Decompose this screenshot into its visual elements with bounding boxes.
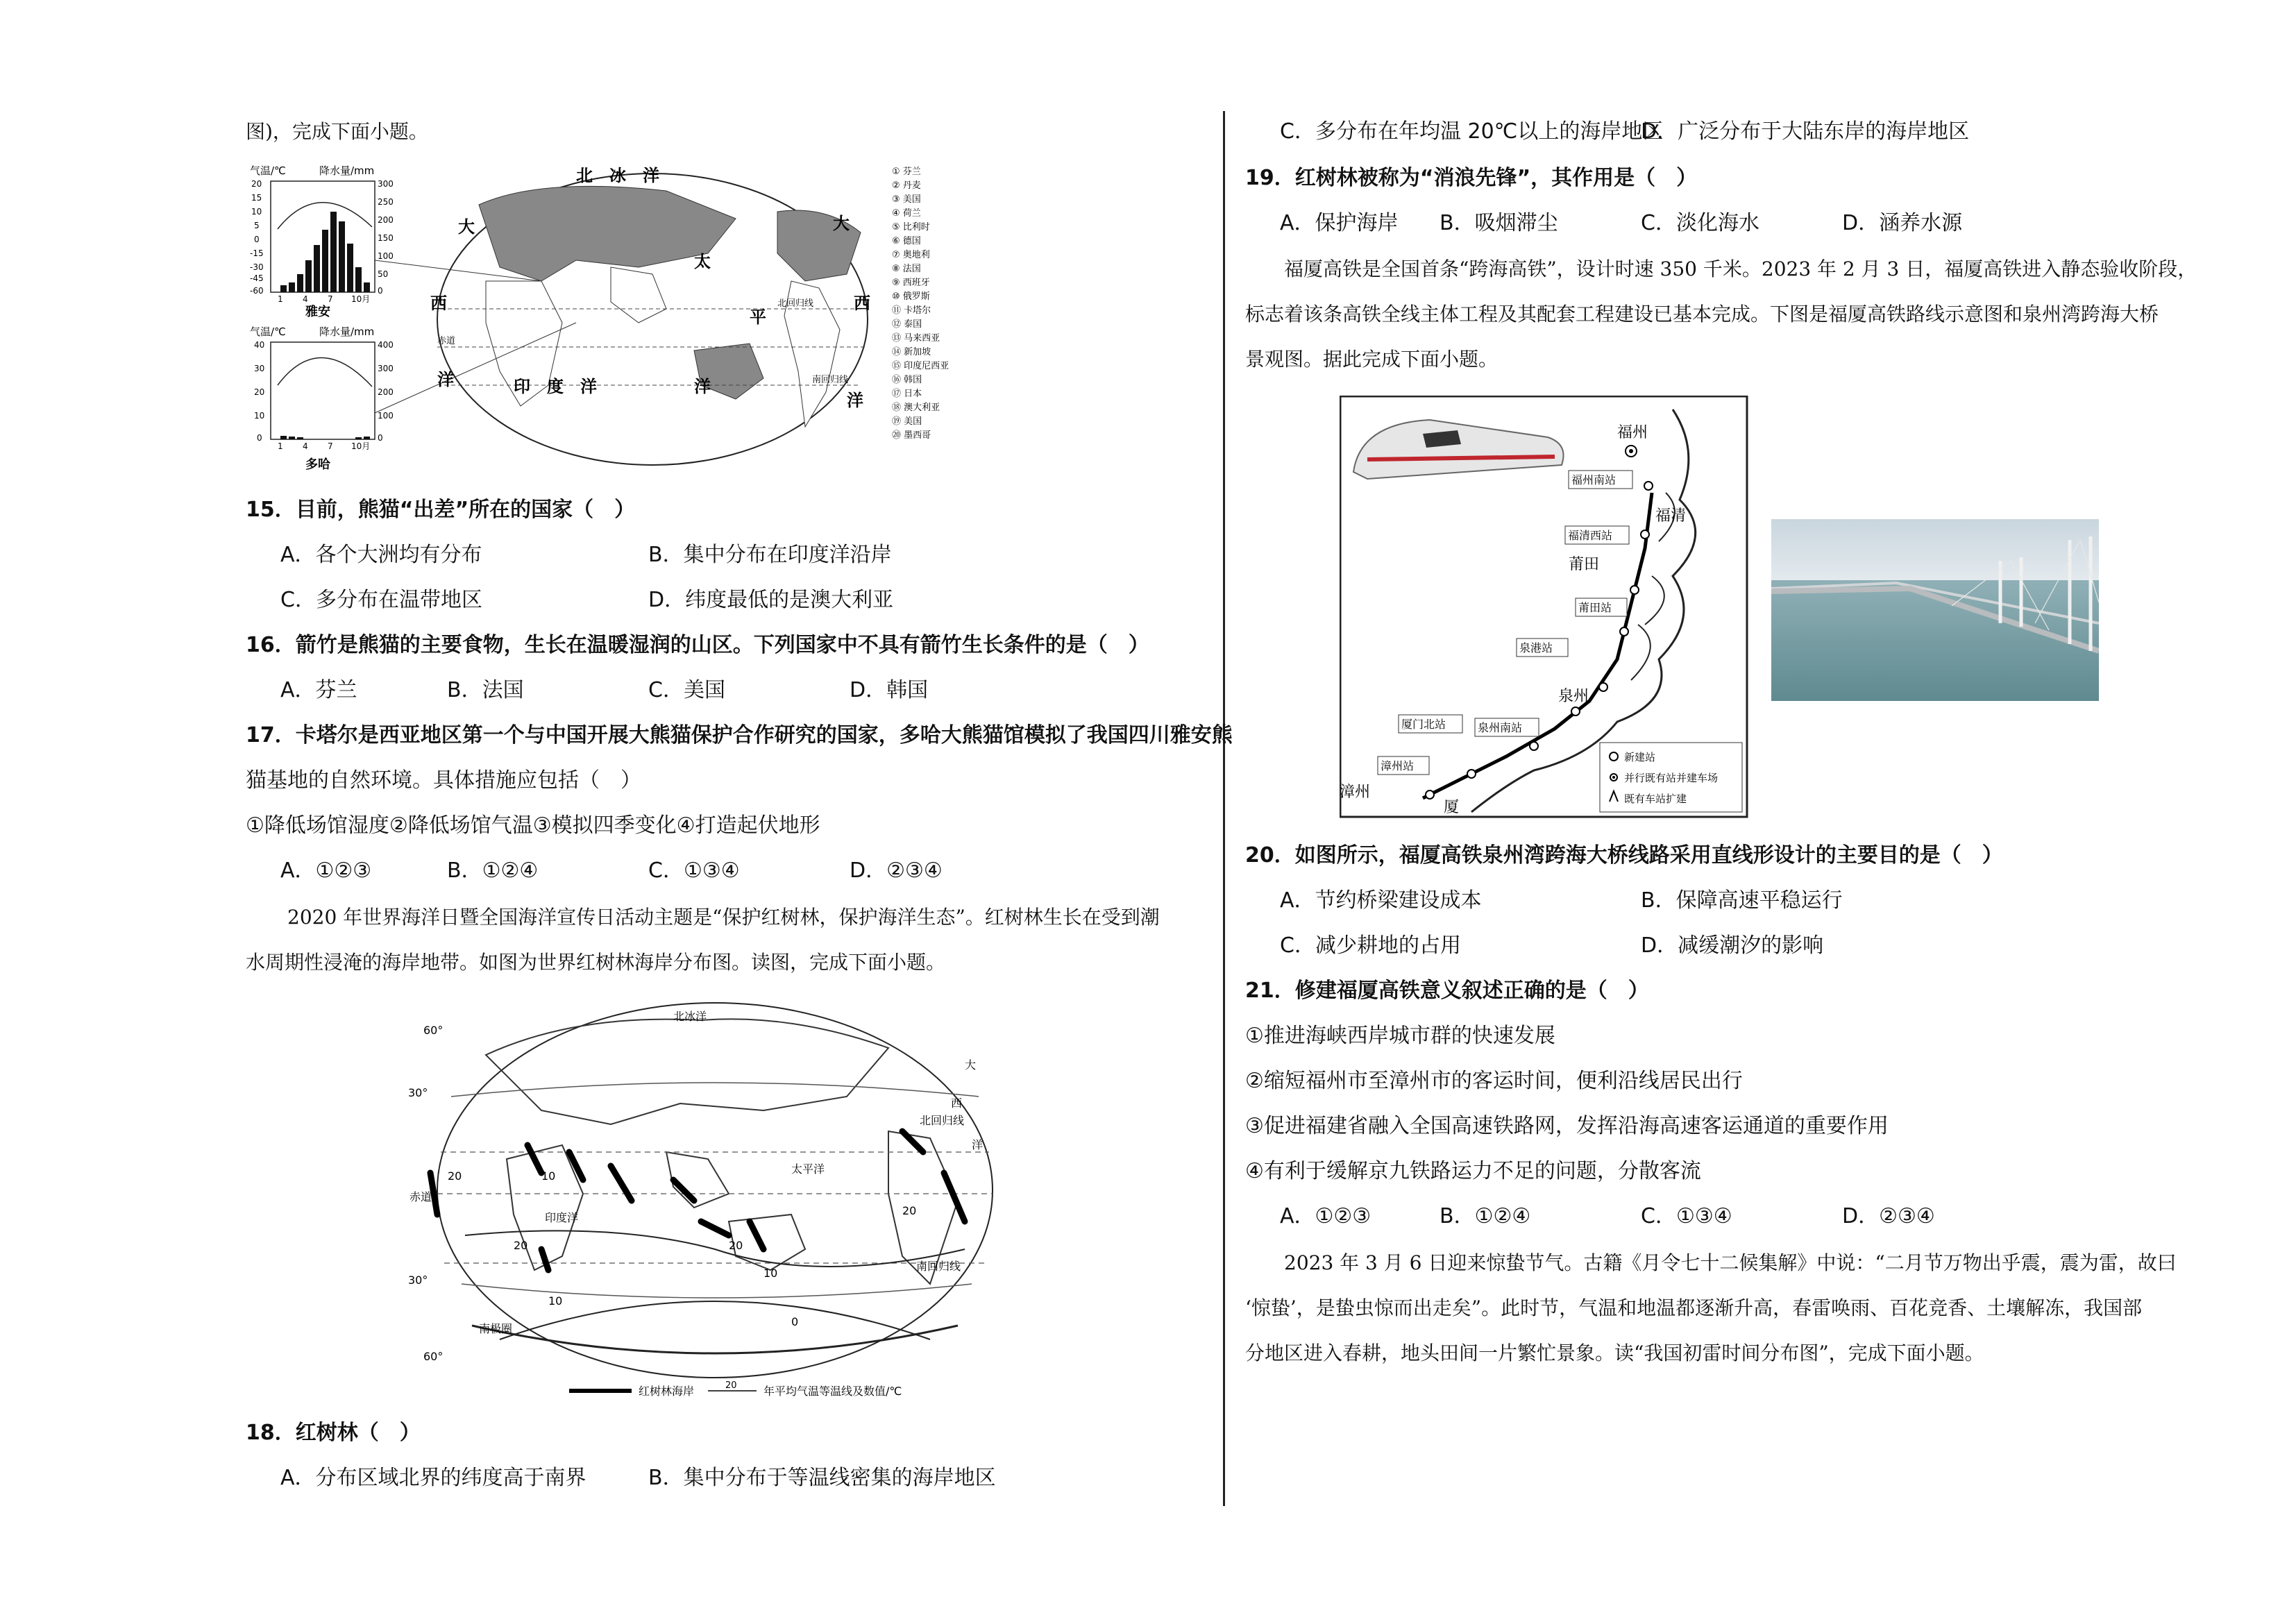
q16-option-a[interactable]: A．芬兰 (280, 678, 357, 702)
tick: 30 (254, 364, 265, 373)
lat-30n: 30° (408, 1086, 428, 1099)
q19-stem: 19．红树林被称为“消浪先锋”，其作用是（ ） (1245, 166, 1698, 190)
station-fuzhou-south: 福州南站 (1571, 473, 1617, 487)
tick: 100 (378, 251, 394, 261)
month-tick: 4 (303, 441, 308, 451)
column-divider (1223, 111, 1225, 1506)
tick: 40 (254, 340, 265, 350)
map-label: 太 (694, 252, 711, 271)
month-tick: 4 (303, 294, 308, 304)
city-xia: 厦 (1444, 799, 1460, 816)
isotherm-label: 0 (791, 1315, 799, 1328)
map-label: 平 (750, 307, 766, 327)
lat-30s: 30° (408, 1274, 428, 1287)
q17-option-d[interactable]: D．②③④ (850, 858, 943, 883)
panda-map-figure (250, 163, 986, 482)
tick: 400 (378, 340, 394, 350)
q15-option-a[interactable]: A．各个大洲均有分布 (280, 543, 482, 567)
city-fuqing: 福清 (1655, 507, 1687, 525)
q16-stem: 16．箭竹是熊猫的主要食物，生长在温暖湿润的山区。下列国家中不具有箭竹生长条件的是（ ） (246, 633, 1149, 657)
map-label-tropic-n: 北回归线 (777, 298, 814, 309)
q18-option-a[interactable]: A．分布区域北界的纬度高于南界 (280, 1466, 586, 1490)
isotherm-label: 10 (548, 1294, 563, 1308)
legend-item: ⑤ 比利时 (892, 222, 930, 232)
q21-stem: 21．修建福厦高铁意义叙述正确的是（ ） (1245, 979, 1649, 1003)
tick: 20 (254, 387, 265, 397)
q15-option-d[interactable]: D．纬度最低的是澳大利亚 (648, 588, 894, 612)
month-tick: 1 (278, 441, 283, 451)
panda-country-legend (892, 167, 949, 441)
legend-item: ⑧ 法国 (892, 264, 921, 274)
tick: 20 (251, 179, 262, 189)
legend-item: ⑯ 韩国 (892, 375, 922, 385)
q20-option-d[interactable]: D．减缓潮汐的影响 (1641, 933, 1824, 958)
isotherm-label: 10 (763, 1267, 778, 1280)
map-label: 西 (854, 294, 870, 313)
panda-map-svg (250, 163, 986, 482)
tick: -45 (250, 273, 264, 283)
q15-option-c[interactable]: C．多分布在温带地区 (280, 588, 482, 612)
station-fuqing-west: 福清西站 (1568, 529, 1613, 542)
place-doha: 多哈 (305, 457, 330, 472)
q16-option-b[interactable]: B．法国 (447, 678, 524, 702)
q16-option-d[interactable]: D．韩国 (850, 678, 929, 702)
tick: 100 (378, 411, 394, 421)
legend-item: ⑦ 奥地利 (892, 250, 930, 260)
legend-item: ⑩ 俄罗斯 (892, 291, 930, 302)
isotherm-label: 20 (514, 1239, 528, 1252)
map-label-indian: 印度洋 (545, 1211, 579, 1224)
map-label-indian: 印 度 洋 (514, 377, 597, 396)
map-label: 大 (458, 217, 475, 237)
isotherm-label: 20 (902, 1204, 917, 1217)
railway-passage-line1: 福厦高铁是全国首条“跨海高铁”，设计时速 350 千米。2023 年 2 月 3 日，福厦高铁进入静态验收阶段， (1284, 257, 2197, 280)
legend-item: ⑪ 卡塔尔 (892, 305, 931, 316)
q17-items: ①降低场馆湿度②降低场馆气温③模拟四季变化④打造起伏地形 (246, 813, 820, 838)
legend-item: ① 芬兰 (892, 167, 921, 177)
q19-option-a[interactable]: A．保护海岸 (1280, 211, 1399, 235)
map-label-equator: 赤道 (437, 336, 456, 346)
q21-item-3: ③促进福建省融入全国高速铁路网，发挥沿海高速客运通道的重要作用 (1245, 1114, 1889, 1138)
legend-item: ⑱ 澳大利亚 (892, 403, 940, 413)
legend-shared-station: 并行既有站并建车场 (1624, 772, 1719, 784)
railway-legend (1600, 743, 1742, 812)
map-label-arctic: 北冰洋 (673, 1010, 707, 1023)
bridge-photo-svg (1771, 519, 2099, 701)
map-label: 洋 (847, 391, 863, 410)
tick: 200 (378, 387, 394, 397)
legend-item: ⑭ 新加坡 (892, 347, 931, 357)
q15-option-b[interactable]: B．集中分布在印度洋沿岸 (648, 543, 892, 567)
climate-chart-doha (250, 325, 394, 472)
jingzhe-passage-line2: ‘惊蛰’，是蛰虫惊而出走矣”。此时节，气温和地温都逐渐升高，春雷唤雨、百花竞香、土壤解冻，我国部 (1245, 1296, 2143, 1319)
tick: 300 (378, 179, 394, 189)
isotherm-label: 10 (541, 1169, 556, 1183)
city-zhangzhou: 漳州 (1340, 784, 1371, 801)
tick: 10 (254, 411, 265, 421)
legend-item: ⑳ 墨西哥 (892, 430, 931, 441)
map-label: 大 (965, 1058, 977, 1072)
intro-tail: 图)，完成下面小题。 (246, 120, 428, 143)
map-label: 洋 (437, 370, 454, 389)
legend-item: ⑨ 西班牙 (892, 278, 930, 288)
q21-option-c[interactable]: C．①③④ (1641, 1204, 1732, 1228)
q20-option-a[interactable]: A．节约桥梁建设成本 (1280, 888, 1482, 913)
q21-item-1: ①推进海峡西岸城市群的快速发展 (1245, 1024, 1555, 1048)
tick: 0 (257, 433, 262, 443)
q19-option-d[interactable]: D．涵养水源 (1842, 211, 1963, 235)
q20-stem: 20．如图所示，福厦高铁泉州湾跨海大桥线路采用直线形设计的主要目的是（ ） (1245, 843, 2003, 868)
q16-option-c[interactable]: C．美国 (648, 678, 725, 702)
railway-passage-line2: 标志着该条高铁全线主体工程及其配套工程建设已基本完成。下图是福厦高铁路线示意图和泉州湾跨海大桥 (1245, 303, 2159, 325)
tick: 0 (254, 235, 260, 244)
map-label-antarctic: 南极圈 (479, 1322, 513, 1335)
legend-new-station: 新建站 (1624, 751, 1656, 763)
legend-item: ⑬ 马来西亚 (892, 333, 940, 344)
map-label-tropic-n: 北回归线 (920, 1114, 965, 1127)
q21-item-4: ④有利于缓解京九铁路运力不足的问题，分散客流 (1245, 1159, 1701, 1183)
lat-60s: 60° (423, 1350, 444, 1363)
q17-option-b[interactable]: B．①②④ (447, 858, 539, 883)
q19-option-c[interactable]: C．淡化海水 (1641, 211, 1759, 235)
q15-stem: 15．目前，熊猫“出差”所在的国家（ ） (246, 498, 636, 522)
month-tick: 1 (278, 294, 283, 304)
jingzhe-passage-line3: 分地区进入春耕，地头田间一片繁忙景象。读“我国初雷时间分布图”，完成下面小题。 (1245, 1342, 1984, 1364)
tick: -30 (250, 262, 264, 272)
tick: 50 (378, 269, 389, 279)
map-label-tropic-s: 南回归线 (812, 375, 849, 385)
precip-axis-label: 降水量/mm (319, 325, 375, 338)
place-yaan: 雅安 (305, 305, 330, 319)
jingzhe-passage-line1: 2023 年 3 月 6 日迎来惊蛰节气。古籍《月令七十二候集解》中说：“二月节万物出乎震，震为雷，故曰 (1284, 1251, 2177, 1274)
legend-item: ⑥ 德国 (892, 236, 921, 246)
temp-axis-label: 气温/℃ (250, 164, 286, 177)
legend-iso-sample: 20 (725, 1380, 737, 1391)
legend-isotherm: 年平均气温等温线及数值/℃ (763, 1385, 902, 1398)
legend-item: ⑮ 印度尼西亚 (892, 361, 949, 371)
q18-option-b[interactable]: B．集中分布于等温线密集的海岸地区 (648, 1466, 996, 1490)
legend-item: ⑰ 日本 (892, 389, 922, 399)
legend-item: ② 丹麦 (892, 180, 921, 191)
isotherm-label: 20 (729, 1239, 743, 1252)
station-xiamen-north: 厦门北站 (1401, 718, 1446, 731)
tick: -60 (250, 286, 264, 296)
city-putian: 莆田 (1569, 556, 1600, 573)
map-label-tropic-s: 南回归线 (916, 1260, 961, 1273)
precip-axis-label: 降水量/mm (319, 164, 375, 177)
tick: 0 (378, 433, 383, 443)
mangrove-passage-line2: 水周期性浸淹的海岸地带。如图为世界红树林海岸分布图。读图，完成下面小题。 (246, 951, 946, 974)
map-label: 西 (951, 1097, 963, 1110)
legend-expand-station: 既有车站扩建 (1624, 793, 1687, 805)
temp-axis-label: 气温/℃ (250, 325, 286, 338)
q17-stem-line1: 17．卡塔尔是西亚地区第一个与中国开展大熊猫保护合作研究的国家，多哈大熊猫馆模拟了我国四川雅安熊 (246, 723, 1233, 747)
map-label-pacific: 太平洋 (791, 1162, 825, 1176)
mangrove-passage-line1: 2020 年世界海洋日暨全国海洋宣传日活动主题是“保护红树林，保护海洋生态”。红树林生长在受到潮 (287, 906, 1160, 929)
map-label-equator: 赤道 (410, 1190, 432, 1203)
q20-option-b[interactable]: B．保障高速平稳运行 (1641, 888, 1843, 913)
legend-item: ⑫ 泰国 (892, 319, 922, 330)
tick: 250 (378, 197, 394, 207)
q21-option-d[interactable]: D．②③④ (1842, 1204, 1935, 1228)
q21-option-b[interactable]: B．①②④ (1440, 1204, 1531, 1228)
month-tick: 7 (328, 294, 333, 304)
map-label: 西 (430, 294, 447, 313)
bridge-photo (1771, 519, 2099, 701)
tick: 10 (251, 207, 262, 217)
city-quanzhou: 泉州 (1558, 688, 1589, 705)
q17-option-a[interactable]: A．①②③ (280, 858, 372, 883)
station-quanzhou-south: 泉州南站 (1478, 721, 1523, 734)
month-tick: 10月 (351, 441, 371, 451)
railway-passage-line3: 景观图。据此完成下面小题。 (1245, 348, 1499, 371)
isotherm-label: 20 (448, 1169, 462, 1183)
month-tick: 10月 (351, 294, 371, 304)
legend-item: ③ 美国 (892, 194, 921, 205)
legend-mangrove: 红树林海岸 (639, 1385, 695, 1398)
mangrove-legend (569, 1380, 902, 1398)
q19-option-b[interactable]: B．吸烟滞尘 (1440, 211, 1558, 235)
q20-option-c[interactable]: C．减少耕地的占用 (1280, 933, 1461, 958)
q21-option-a[interactable]: A．①②③ (1280, 1204, 1371, 1228)
map-label: 大 (833, 214, 850, 233)
mangrove-map-figure (403, 992, 1020, 1409)
station-zhangzhou: 漳州站 (1381, 759, 1415, 772)
lat-60n: 60° (423, 1024, 444, 1037)
railway-route-svg (1340, 396, 1749, 819)
mangrove-map-svg (403, 992, 1020, 1409)
q18-option-c[interactable]: C．多分布在年均温 20℃以上的海岸地区 (1280, 119, 1664, 144)
city-fuzhou: 福州 (1617, 424, 1648, 441)
legend-item: ④ 荷兰 (892, 208, 921, 219)
month-tick: 7 (328, 441, 333, 451)
station-putian: 莆田站 (1578, 601, 1612, 614)
map-label: 洋 (972, 1138, 984, 1151)
q17-option-c[interactable]: C．①③④ (648, 858, 740, 883)
railway-route-figure (1340, 396, 1749, 819)
q18-stem: 18．红树林（ ） (246, 1421, 421, 1445)
tick: 0 (378, 286, 383, 296)
map-label-arctic: 北 冰 洋 (576, 166, 659, 185)
q21-item-2: ②缩短福州市至漳州市的客运时间，便利沿线居民出行 (1245, 1069, 1743, 1093)
tick: 15 (251, 193, 262, 203)
tick: 150 (378, 233, 394, 243)
tick: 300 (378, 364, 394, 373)
legend-item: ⑲ 美国 (892, 416, 922, 427)
climate-chart-yaan (250, 164, 394, 319)
q17-stem-line2: 猫基地的自然环境。具体措施应包括（ ） (246, 768, 641, 793)
station-quangang: 泉港站 (1519, 641, 1553, 654)
world-map (375, 166, 870, 465)
q18-option-d[interactable]: D．广泛分布于大陆东岸的海岸地区 (1641, 119, 1970, 144)
tick: 200 (378, 215, 394, 225)
map-label: 洋 (694, 377, 711, 396)
tick: 5 (254, 221, 260, 230)
tick: -15 (250, 248, 264, 258)
